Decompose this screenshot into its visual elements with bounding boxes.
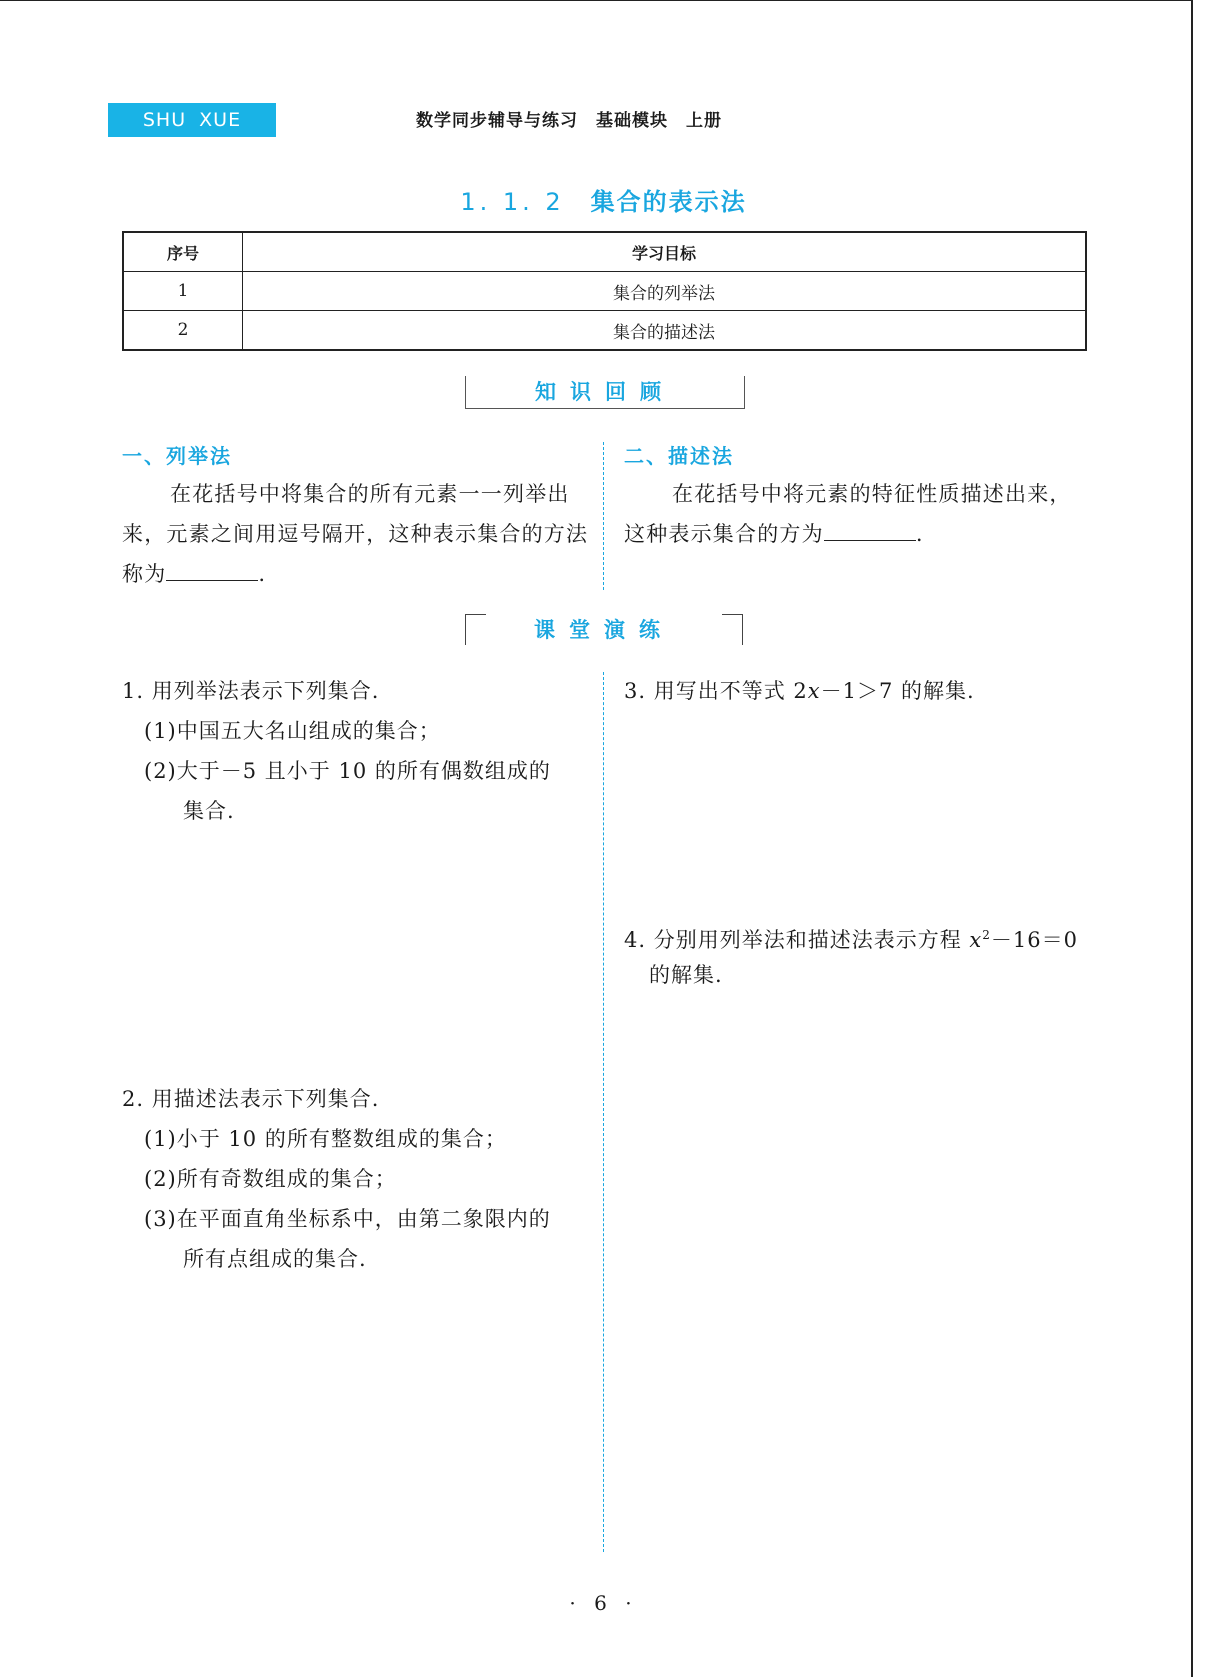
review-left-text [122, 474, 592, 594]
row-no: 2 [123, 311, 243, 351]
practice-heading [465, 614, 743, 646]
col-header-no: 序号 [123, 232, 243, 272]
question-4-line2: 的解集. [649, 963, 723, 987]
q3-variable: x [807, 679, 821, 703]
col-header-goal: 学习目标 [243, 232, 1087, 272]
question-2-item: 所有点组成的集合. [183, 1247, 367, 1271]
table-row [123, 311, 1086, 351]
q3-text-end: －1＞7 的解集. [820, 679, 975, 703]
practice-heading-text: 课堂演练 [534, 618, 674, 642]
question-3-stem [624, 671, 975, 711]
review-right-title: 二、描述法 [624, 444, 734, 468]
question-2-stem: 2. 用描述法表示下列集合. [122, 1087, 380, 1111]
period: . [258, 562, 267, 586]
book-title: 数学同步辅导与练习 基础模块 上册 [416, 111, 722, 131]
review-right-body: 在花括号中将元素的特征性质描述出来，这种表示集合的方为 [624, 482, 1072, 546]
table-header-row [123, 232, 1086, 272]
review-left-body: 在花括号中将集合的所有元素一一列举出来，元素之间用逗号隔开，这种表示集合的方法称为 [122, 482, 589, 586]
question-2-item: (1)小于 10 的所有整数组成的集合； [144, 1127, 507, 1151]
section-name: 集合的表示法 [590, 188, 747, 216]
question-1-stem: 1. 用列举法表示下列集合. [122, 679, 380, 703]
row-goal: 集合的列举法 [243, 272, 1087, 311]
question-2-item: (3)在平面直角坐标系中，由第二象限内的 [144, 1207, 551, 1231]
q4-variable: x [969, 928, 983, 952]
learning-goals-table [122, 231, 1087, 351]
column-divider-top [603, 442, 604, 590]
answer-blank[interactable] [824, 518, 916, 541]
q3-text: 3. 用写出不等式 2 [624, 679, 808, 703]
q4-text: 4. 分别用列举法和描述法表示方程 [624, 928, 970, 952]
question-4-stem [624, 915, 1078, 960]
q4-text-end: －16＝0 [990, 928, 1078, 952]
table-row [123, 272, 1086, 311]
period: . [915, 522, 924, 546]
answer-blank[interactable] [166, 558, 258, 581]
row-no: 1 [123, 272, 243, 311]
question-2-item: (2)所有奇数组成的集合； [144, 1167, 397, 1191]
page-number: · 6 · [569, 1591, 638, 1615]
review-right-text [624, 474, 1090, 554]
review-heading: 知识回顾 [465, 376, 745, 409]
bracket-left [465, 614, 486, 645]
question-1-item: (2)大于－5 且小于 10 的所有偶数组成的 [144, 759, 551, 783]
column-divider-main [603, 672, 604, 1552]
question-1-item: (1)中国五大名山组成的集合； [144, 719, 441, 743]
section-number: 1. 1. 2 [460, 188, 565, 216]
section-title [0, 182, 1207, 217]
q4-exponent: 2 [982, 928, 991, 942]
row-goal: 集合的描述法 [243, 311, 1087, 351]
review-left-title: 一、列举法 [122, 444, 232, 468]
question-1-item: 集合. [183, 799, 235, 823]
bracket-right [722, 614, 743, 645]
subject-badge: SHU XUE [108, 103, 276, 137]
